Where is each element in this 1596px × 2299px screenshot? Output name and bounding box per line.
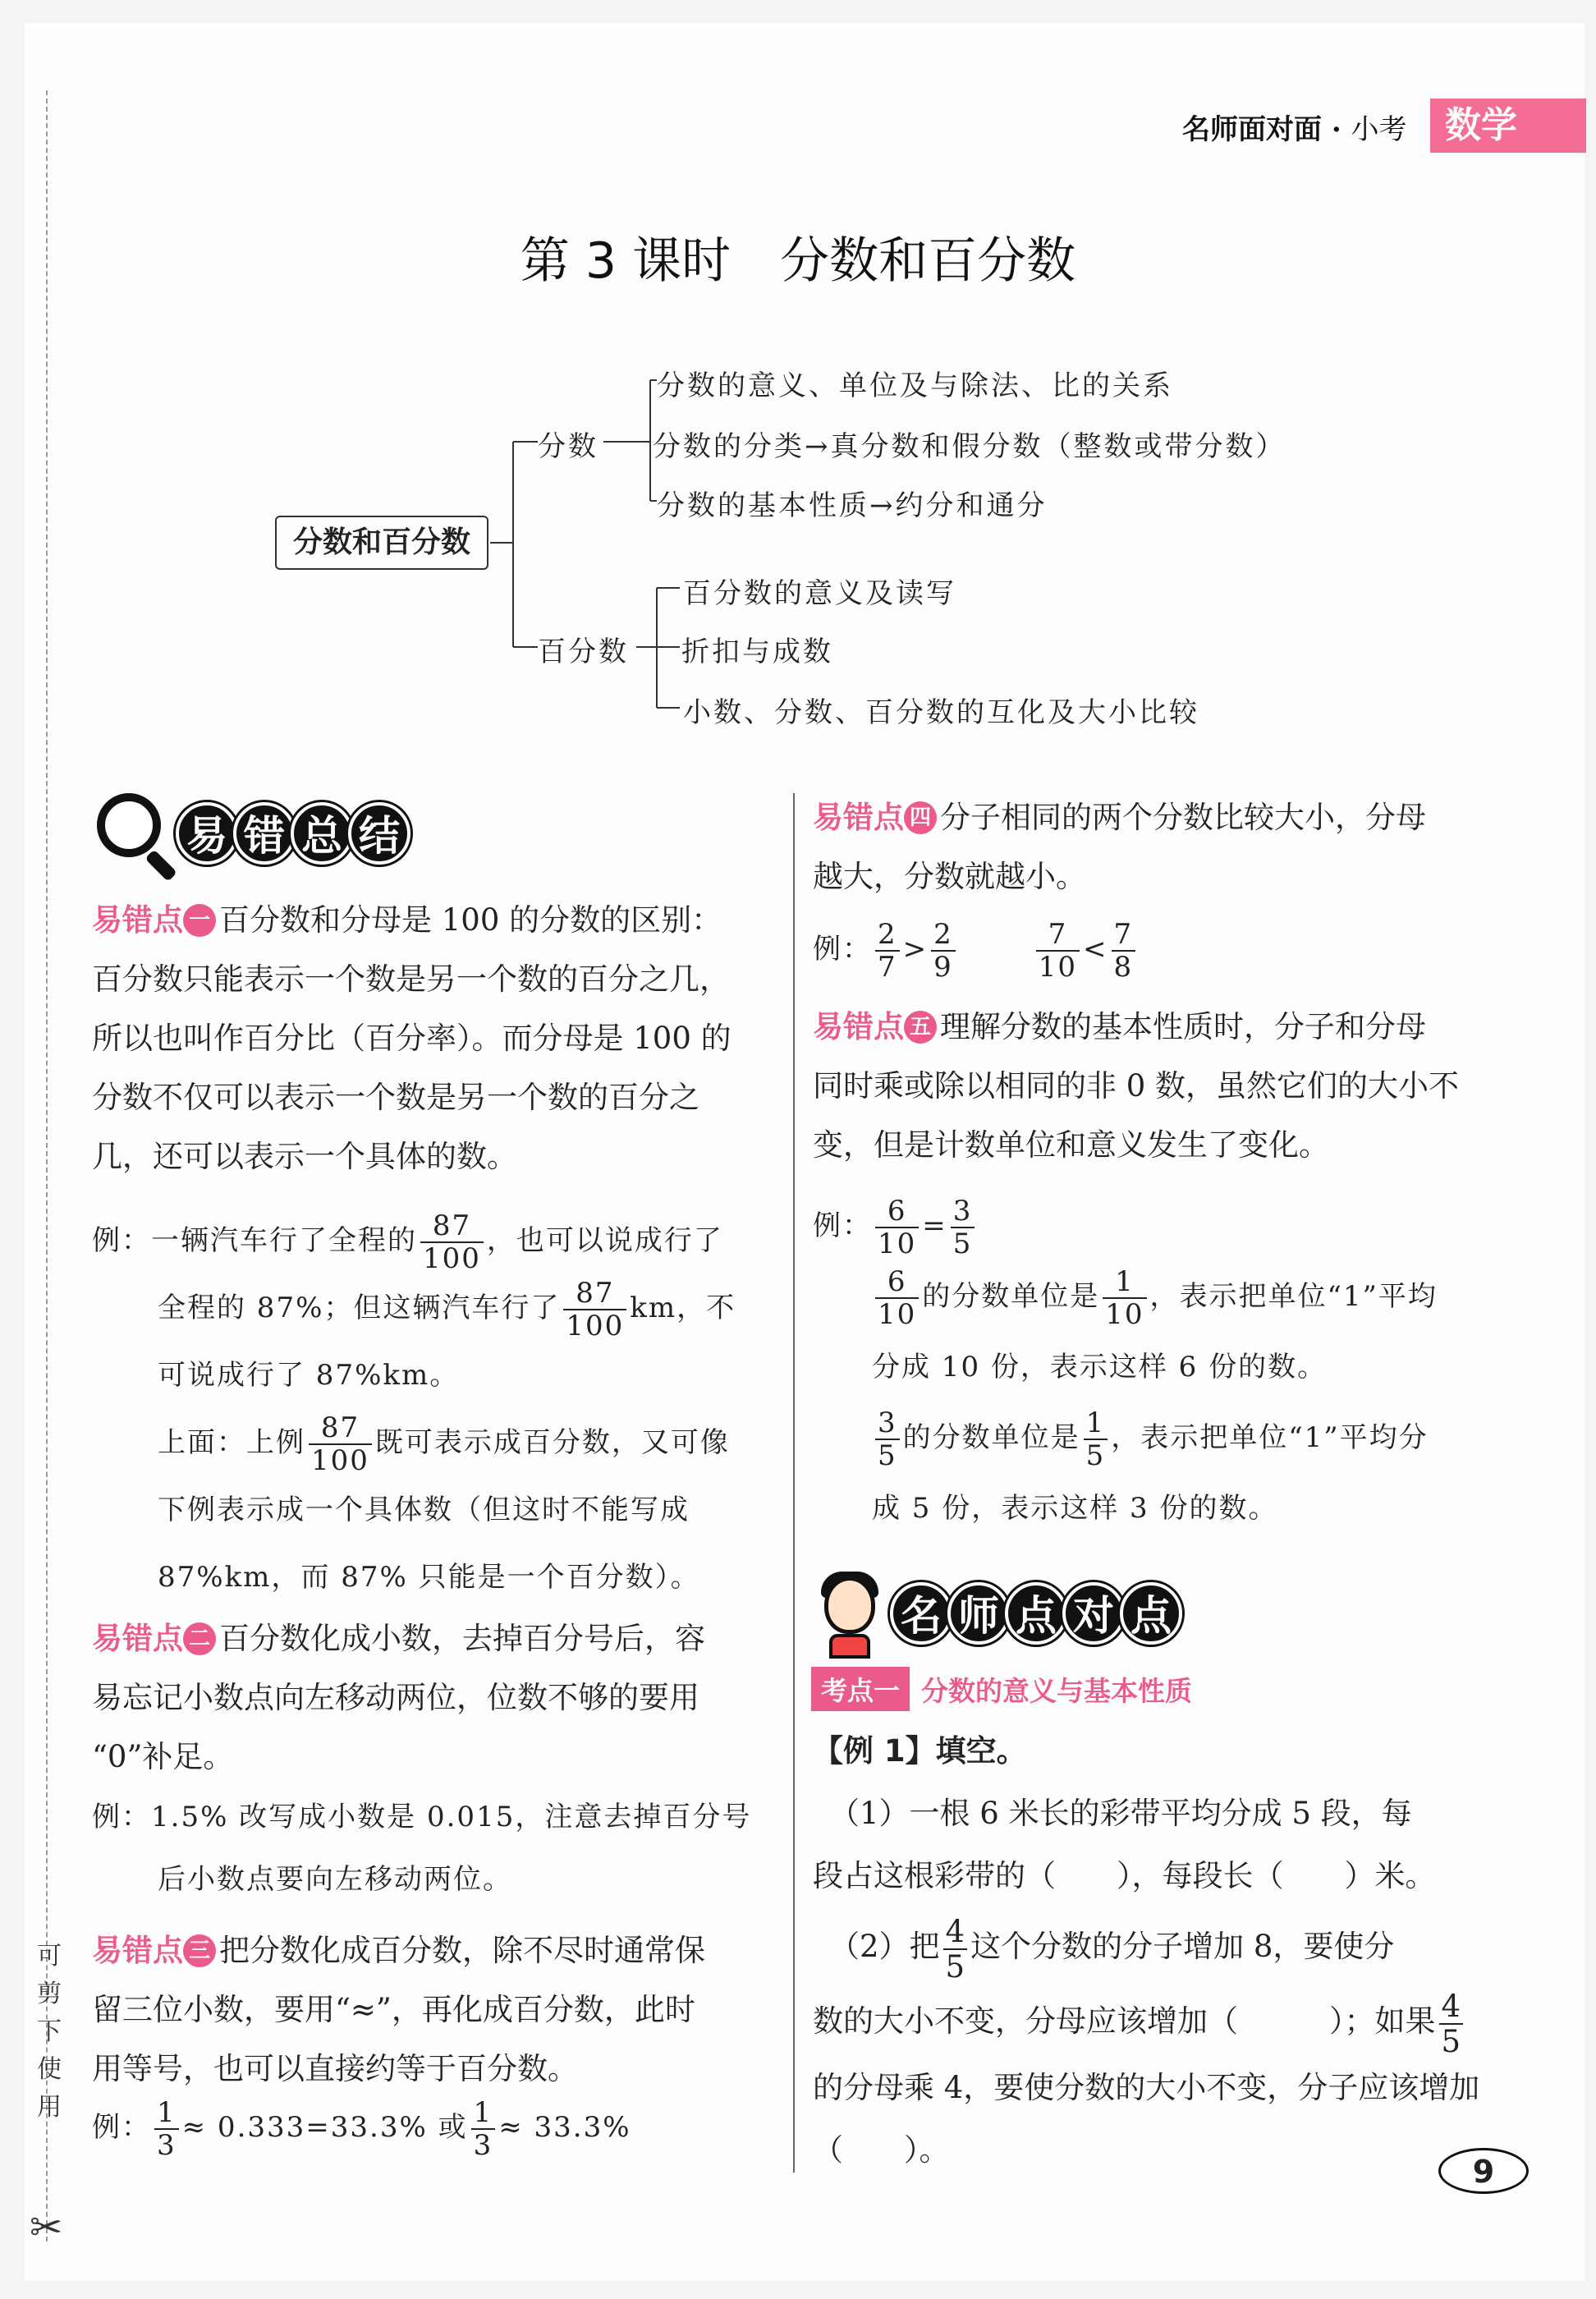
error-1-example — [92, 1207, 773, 1611]
numerator: 1 — [1103, 1268, 1146, 1299]
question-line: （1）一根 6 米长的彩带平均分成 5 段，每 — [829, 1796, 1412, 1831]
denominator: 100 — [566, 1310, 625, 1342]
error-point-2 — [92, 1609, 773, 1787]
heading-char: 结 — [348, 802, 410, 865]
heading-char: 点 — [1120, 1582, 1182, 1645]
comparison-sign: < — [1083, 933, 1108, 966]
text-line: 所以也叫作百分比（百分率）。而分母是 100 的 — [92, 1021, 732, 1056]
text-line: 几，还可以表示一个具体的数。 — [92, 1139, 517, 1174]
error-label: 易错点 — [92, 1933, 183, 1968]
text: ≈ 33.3% — [498, 2111, 631, 2144]
numerator: 4 — [943, 1916, 968, 1950]
fraction — [875, 918, 900, 984]
error-label: 易错点 — [92, 902, 183, 938]
numerator: 7 — [1112, 920, 1136, 952]
text: ，表示把单位“1”平均分 — [1111, 1421, 1429, 1454]
fraction — [471, 2096, 496, 2162]
text: 数的大小不变，分母应该增加（ ）；如果 — [813, 2003, 1436, 2039]
mindmap-leaf: 分数的分类→真分数和假分数（整数或带分数） — [653, 430, 1286, 463]
example-label: 【例 1】填空。 — [813, 1733, 1027, 1769]
fraction — [875, 1265, 919, 1331]
mindmap-branch-fraction: 分数 — [538, 430, 598, 463]
numerator: 1 — [1084, 1409, 1108, 1440]
numerator: 1 — [154, 2099, 179, 2130]
error-label: 易错点 — [92, 1621, 183, 1656]
text-line: 分数不仅可以表示一个数是另一个数的百分之 — [92, 1080, 699, 1115]
mindmap-leaf: 百分数的意义及读写 — [683, 577, 956, 610]
heading-char: 名 — [890, 1582, 952, 1645]
fraction — [563, 1279, 626, 1340]
fraction — [420, 1209, 484, 1275]
text-line: 分子相同的两个分数比较大小，分母 — [940, 800, 1426, 835]
error-number: 五 — [904, 1011, 937, 1044]
mindmap-leaf: 小数、分数、百分数的互化及大小比较 — [683, 696, 1199, 729]
exam-point-header — [811, 1667, 1192, 1711]
fraction — [875, 1197, 919, 1258]
text: km，不 — [630, 1292, 736, 1324]
numerator: 87 — [563, 1279, 626, 1310]
text: 全程的 87%；但这辆汽车行了 — [158, 1292, 561, 1324]
numerator: 3 — [951, 1197, 975, 1228]
numerator: 87 — [309, 1414, 372, 1445]
numerator: 6 — [875, 1268, 919, 1299]
series-separator: · — [1331, 113, 1341, 146]
numerator: 7 — [1036, 920, 1080, 952]
fraction — [1112, 918, 1136, 984]
text: ，也可以说成行了 — [486, 1224, 723, 1257]
question-line: （ ）。 — [813, 2132, 950, 2168]
error-2-example — [92, 1786, 773, 1911]
denominator: 7 — [878, 951, 897, 984]
numerator: 3 — [875, 1409, 900, 1440]
error-number: 一 — [183, 904, 216, 937]
example-lead: 例： — [92, 2111, 151, 2144]
heading-char: 点 — [1005, 1582, 1067, 1645]
section-heading-teacher — [813, 1568, 1182, 1659]
text-line: 易忘记小数点向左移动两位，位数不够的要用 — [92, 1680, 699, 1715]
text-line: 可说成行了 87%km。 — [158, 1359, 460, 1392]
fraction — [875, 1406, 900, 1472]
denominator: 5 — [952, 1228, 973, 1260]
fraction — [1439, 1988, 1464, 2059]
cut-char: 使 — [37, 2055, 62, 2084]
text-line: 变，但是计数单位和意义发生了变化。 — [813, 1127, 1329, 1163]
text-line: 百分数和分母是 100 的分数的区别： — [219, 902, 722, 938]
text: （2）把 — [829, 1929, 940, 1964]
example-lead: 例： — [92, 1224, 151, 1257]
text-line: 百分数只能表示一个数是另一个数的百分之几， — [92, 961, 730, 997]
text-line: 理解分数的基本性质时，分子和分母 — [940, 1009, 1426, 1044]
text-line: 把分数化成百分数，除不尽时通常保 — [219, 1933, 705, 1968]
series-level: 小考 — [1351, 113, 1407, 146]
example-1 — [813, 1720, 1502, 2182]
fraction — [931, 918, 956, 984]
mindmap-leaf: 分数的意义、单位及与除法、比的关系 — [657, 369, 1173, 402]
numerator: 2 — [875, 920, 900, 952]
denominator: 5 — [878, 1439, 897, 1472]
mindmap-root: 分数和百分数 — [275, 516, 488, 570]
text-line: “0”补足。 — [92, 1739, 234, 1774]
fraction — [154, 2096, 179, 2162]
denominator: 10 — [1105, 1298, 1144, 1331]
text: 的分数单位是 — [902, 1421, 1080, 1454]
text-line: 成 5 份，表示这样 3 份的数。 — [872, 1492, 1278, 1525]
error-label: 易错点 — [813, 1009, 904, 1044]
numerator: 4 — [1439, 1991, 1464, 2025]
cut-char: 可 — [37, 1942, 62, 1971]
teacher-avatar-icon — [813, 1568, 887, 1659]
denominator: 5 — [1441, 2023, 1461, 2059]
cut-char: 剪 — [37, 1980, 62, 2008]
denominator: 100 — [423, 1242, 481, 1275]
text: 既可表示成百分数，又可像 — [374, 1426, 730, 1459]
text: 的分数单位是 — [922, 1280, 1100, 1313]
heading-char: 对 — [1062, 1582, 1125, 1645]
text-line: 下例表示成一个具体数（但这时不能写成 — [158, 1494, 690, 1526]
fraction — [309, 1411, 372, 1477]
denominator: 3 — [157, 2129, 177, 2162]
heading-char: 师 — [947, 1582, 1010, 1645]
section-heading-errors — [90, 788, 410, 879]
text: ≈ 0.333=33.3% 或 — [181, 2111, 468, 2144]
fraction — [951, 1197, 975, 1258]
error-point-1 — [92, 891, 773, 1186]
error-number: 三 — [183, 1934, 216, 1967]
text-line: 87%km，而 87% 只能是一个百分数）。 — [158, 1561, 700, 1594]
denominator: 10 — [1038, 951, 1078, 984]
page-number: 9 — [1438, 2148, 1529, 2194]
text-line: 越大，分数就越小。 — [813, 859, 1086, 894]
comparison-sign: > — [902, 933, 929, 966]
fraction — [1084, 1406, 1108, 1472]
error-3-example — [92, 2096, 773, 2162]
heading-char: 易 — [176, 802, 238, 865]
question-line: 的分母乘 4，要使分数的大小不变，分子应该增加 — [813, 2070, 1480, 2105]
error-label: 易错点 — [813, 800, 904, 835]
denominator: 100 — [311, 1444, 369, 1477]
series-name: 名师面对面 — [1182, 113, 1322, 146]
magnifier-icon — [90, 788, 181, 879]
text-line: 后小数点要向左移动两位。 — [158, 1863, 512, 1896]
mindmap-leaf: 折扣与成数 — [681, 636, 833, 668]
cut-char: 下 — [37, 2017, 62, 2046]
text: 上面：上例 — [158, 1426, 305, 1459]
text: 一辆汽车行了全程的 — [151, 1224, 417, 1257]
error-number: 二 — [183, 1622, 216, 1655]
heading-char: 错 — [233, 802, 296, 865]
mindmap-leaf: 分数的基本性质→约分和通分 — [657, 489, 1048, 522]
scissors-icon: ✂ — [30, 2205, 63, 2251]
denominator: 3 — [473, 2129, 493, 2162]
error-point-5 — [813, 998, 1502, 1175]
lesson-title: 第 3 课时 分数和百分数 — [520, 232, 1076, 290]
text: ，表示把单位“1”平均 — [1149, 1280, 1438, 1313]
example-lead: 例： — [813, 1209, 872, 1242]
error-point-4 — [813, 788, 1502, 906]
error-point-3 — [92, 1921, 773, 2099]
numerator: 1 — [471, 2099, 496, 2130]
error-5-example — [813, 1191, 1502, 1544]
mindmap-branch-percent: 百分数 — [538, 636, 629, 668]
denominator: 10 — [878, 1298, 917, 1331]
text-line: 留三位小数，要用“≈”，再化成百分数，此时 — [92, 1992, 695, 2027]
denominator: 8 — [1113, 951, 1134, 984]
text-line: 百分数化成小数，去掉百分号后，容 — [219, 1621, 705, 1656]
text-line: 同时乘或除以相同的非 0 数，虽然它们的大小不 — [813, 1068, 1460, 1104]
fraction — [1036, 918, 1080, 984]
error-number: 四 — [904, 801, 937, 834]
numerator: 2 — [931, 920, 956, 952]
numerator: 87 — [420, 1212, 484, 1243]
denominator: 9 — [933, 951, 953, 984]
denominator: 10 — [878, 1228, 917, 1260]
example-lead: 例： — [813, 933, 872, 966]
exam-point-tag: 考点一 — [811, 1667, 910, 1711]
exam-point-topic: 分数的意义与基本性质 — [921, 1674, 1193, 1707]
column-divider — [793, 793, 795, 2173]
denominator: 5 — [945, 1948, 965, 1985]
subject-tab: 数学 — [1430, 99, 1586, 153]
question-line: 段占这根彩带的（ ），每段长（ ）米。 — [813, 1858, 1436, 1893]
text: 这个分数的分子增加 8，要使分 — [970, 1929, 1395, 1964]
denominator: 5 — [1085, 1439, 1106, 1472]
text-line: 例：1.5% 改写成小数是 0.015，注意去掉百分号 — [92, 1801, 752, 1833]
cut-char: 用 — [37, 2093, 62, 2122]
text-line: 分成 10 份，表示这样 6 份的数。 — [872, 1351, 1328, 1384]
equals-sign: = — [922, 1209, 947, 1242]
numerator: 6 — [875, 1197, 919, 1228]
heading-char: 总 — [291, 802, 353, 865]
error-4-example — [813, 918, 1502, 984]
fraction — [943, 1913, 968, 1985]
fraction — [1103, 1265, 1146, 1331]
text-line: 用等号，也可以直接约等于百分数。 — [92, 2051, 578, 2086]
